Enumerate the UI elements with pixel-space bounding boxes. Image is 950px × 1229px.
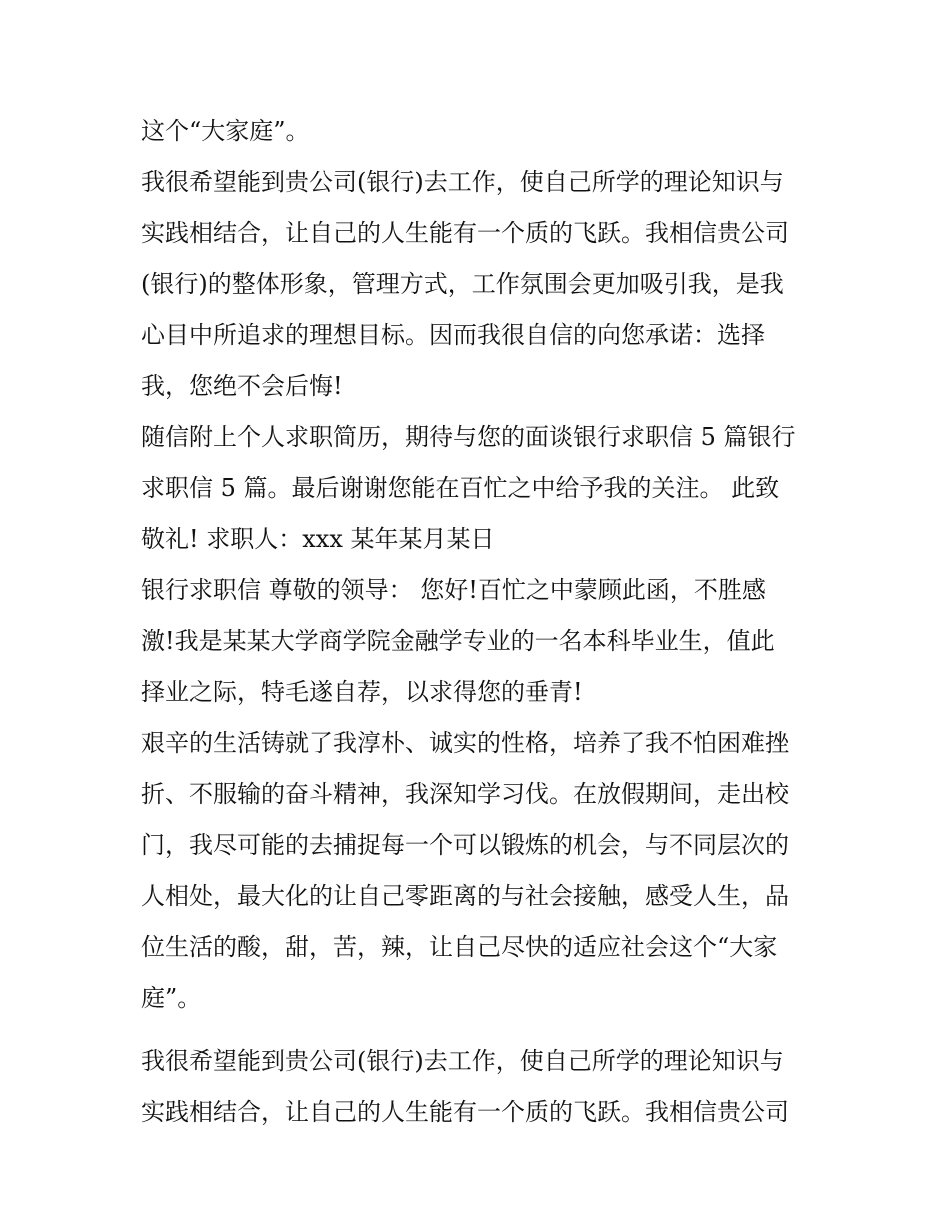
text-line: (银行)的整体形象，管理方式，工作氛围会更加吸引我，是我 [141,270,784,298]
text-line: 实践相结合，让自己的人生能有一个质的飞跃。我相信贵公司 [141,219,789,247]
text-line: 门，我尽可能的去捕捉每一个可以锻炼的机会，与不同层次的 [141,831,789,859]
text-line: 庭”。 [141,984,202,1012]
paragraph-gap [141,1024,821,1036]
text-line: 我很希望能到贵公司(银行)去工作，使自己所学的理论知识与 [141,168,784,196]
text-line: 我很希望能到贵公司(银行)去工作，使自己所学的理论知识与 [141,1047,784,1075]
text-line: 银行求职信 尊敬的领导： 您好!百忙之中蒙顾此函，不胜感 [141,576,766,604]
text-line: 敬礼! 求职人：xxx 某年某月某日 [141,525,495,553]
text-line: 这个“大家庭”。 [141,117,310,145]
text-line: 心目中所追求的理想目标。因而我很自信的向您承诺：选择 [141,321,765,349]
letter-body [141,106,821,1138]
text-line: 实践相结合，让自己的人生能有一个质的飞跃。我相信贵公司 [141,1098,789,1126]
text-line: 艰辛的生活铸就了我淳朴、诚实的性格，培养了我不怕困难挫 [141,729,789,757]
text-line: 我，您绝不会后悔! [141,372,343,400]
text-line: 折、不服输的奋斗精神，我深知学习伐。在放假期间，走出校 [141,780,789,808]
text-line: 择业之际，特毛遂自荐，以求得您的垂青! [141,678,583,706]
text-line: 求职信 5 篇。最后谢谢您能在百忙之中给予我的关注。 此致 [141,474,780,502]
text-line: 随信附上个人求职简历，期待与您的面谈银行求职信 5 篇银行 [141,423,796,451]
text-line: 激!我是某某大学商学院金融学专业的一名本科毕业生，值此 [141,627,775,655]
text-line: 位生活的酸，甜，苦，辣，让自己尽快的适应社会这个“大家 [141,933,778,961]
text-line: 人相处，最大化的让自己零距离的与社会接触，感受人生，品 [141,882,789,910]
